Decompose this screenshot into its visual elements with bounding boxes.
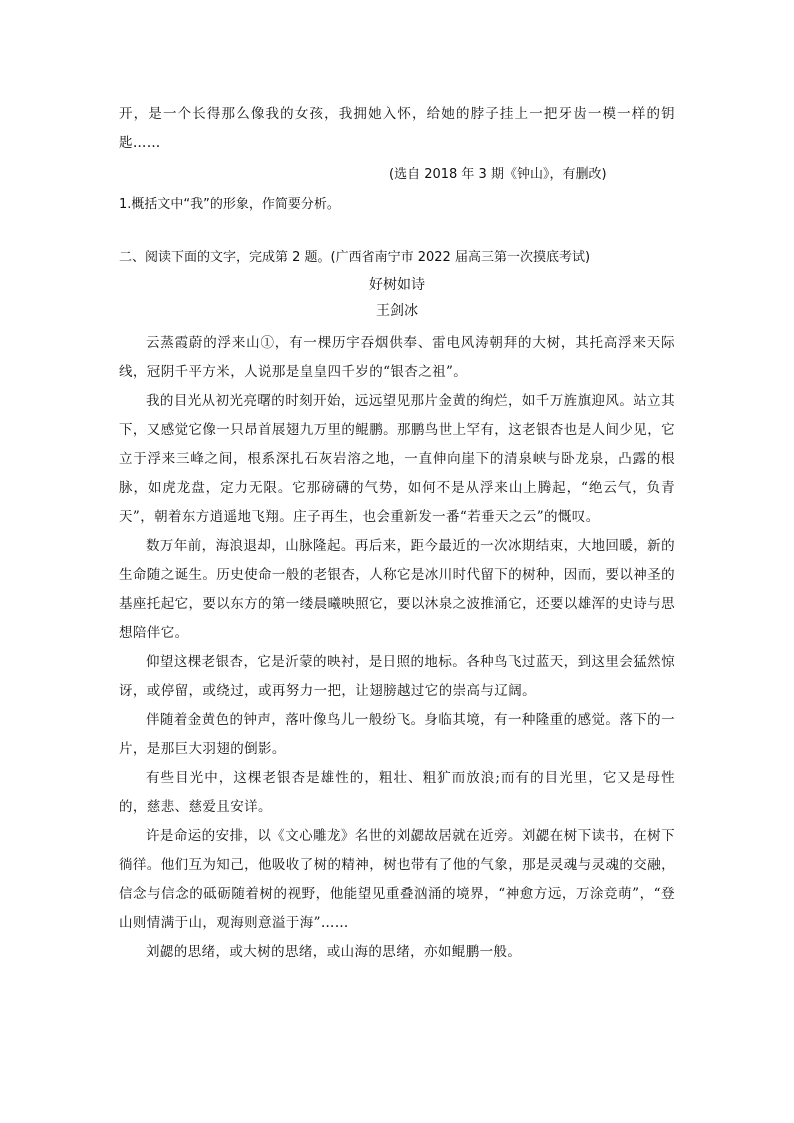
article-paragraph-2: 我的目光从初光亮曙的时刻开始，远远望见那片金黄的绚烂，如千万旌旗迎风。站立其下，又感觉它像一只昂首展翅九万里的鲲鹏。那鹏鸟世上罕有，这老银杏也是人间少见，它立于浮来三峰之间，根系深扎石灰岩溶之地，一直伸向崖下的清泉峡与卧龙泉，凸露的根脉，如虎龙盘，定力无限。它那磅礴的气势，如何不是从浮来山上腾起，“绝云气，负青天”，朝着东方逍遥地飞翔。庄子再生，也会重新发一番“若垂天之云”的慨叹。	[119, 393, 675, 525]
section-2-heading: 二、阅读下面的文字，完成第 2 题。(广西省南宁市 2022 届高三第一次摸底考试)	[119, 250, 591, 265]
article-paragraph-1: 云蒸霞蔚的浮来山①，有一棵历宇吞烟供奉、雷电风涛朝拜的大树，其托高浮来天际线，冠阴千平方米，人说那是皇皇四千岁的“银杏之祖”。	[119, 335, 675, 380]
article-paragraph-7: 许是命运的安排，以《文心雕龙》名世的刘勰故居就在近旁。刘勰在树下读书，在树下徜徉。他们互为知己，他吸收了树的精神，树也带有了他的气象，那是灵魂与灵魂的交融，信念与信念的砥砺随着树的视野，他能望见重叠汹涌的境界，“神愈方远，万涂竞萌”，“登山则情满于山，观海则意溢于海”……	[119, 828, 675, 931]
article-paragraph-3: 数万年前，海浪退却，山脉隆起。再后来，距今最近的一次冰期结束，大地回暖，新的生命随之诞生。历史使命一般的老银杏，人称它是冰川时代留下的树种，因而，要以神圣的基座托起它，要以东方的第一缕晨曦映照它，要以沐泉之波推涌它，还要以雄浑的史诗与思想陪伴它。	[119, 538, 675, 641]
article-title: 好树如诗	[369, 277, 425, 293]
article-author: 王剑冰	[376, 303, 418, 319]
article-paragraph-4: 仰望这棵老银杏，它是沂蒙的映衬，是日照的地标。各种鸟飞过蓝天，到这里会猛然惊讶，或停留，或绕过，或再努力一把，让翅膀越过它的崇高与辽阔。	[119, 654, 675, 699]
article-paragraph-5: 伴随着金黄色的钟声，落叶像鸟儿一般纷飞。身临其境，有一种隆重的感觉。落下的一片，是那巨大羽翅的倒影。	[119, 712, 675, 757]
continued-paragraph: 开，是一个长得那么像我的女孩，我拥她入怀，给她的脖子挂上一把牙齿一模一样的钥匙……	[119, 106, 675, 151]
article-paragraph-6: 有些目光中，这棵老银杏是雄性的，粗壮、粗犷而放浪;而有的目光里，它又是母性的，慈悲、慈爱且安详。	[119, 770, 675, 815]
question-1: 1.概括文中“我”的形象，作简要分析。	[119, 197, 340, 212]
document-content	[119, 100, 675, 967]
source-note: (选自 2018 年 3 期《钟山》，有删改)	[389, 167, 607, 182]
article-paragraph-8: 刘勰的思绪，或大树的思绪，或山海的思绪，亦如鲲鹏一般。	[146, 944, 522, 960]
